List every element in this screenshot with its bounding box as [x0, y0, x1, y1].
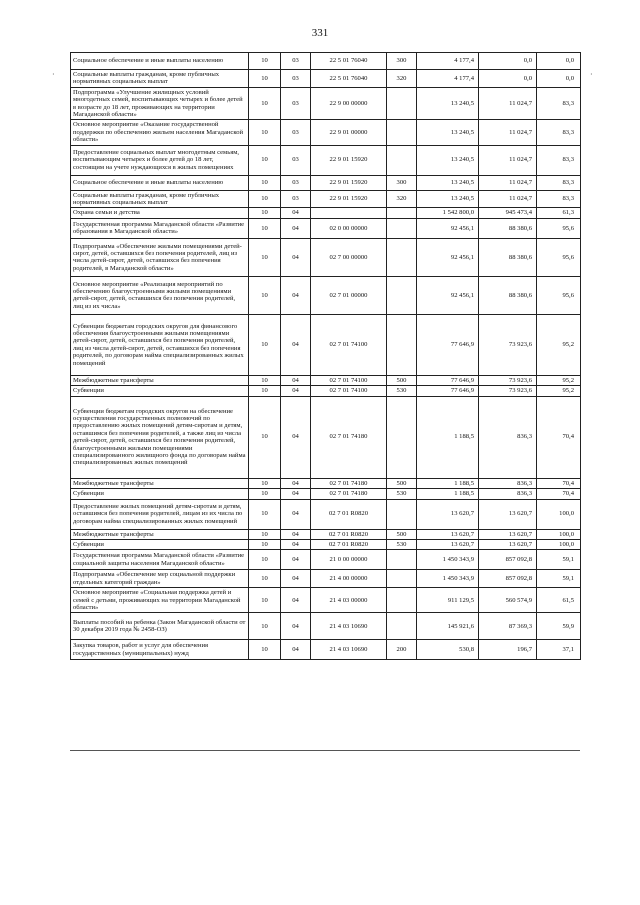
- row-description: Подпрограмма «Улучшение жилищных условий многодетных семей, воспитывающих четырех и более детей в возрасте до 18 лет, проживающих на территории Магаданской области»: [71, 87, 249, 120]
- row-target-article: 02 7 00 00000: [311, 238, 387, 276]
- row-target-article: 22 9 01 15920: [311, 145, 387, 175]
- row-description: Социальное обеспечение и иные выплаты населению: [71, 53, 249, 70]
- row-description: Социальное обеспечение и иные выплаты населению: [71, 175, 249, 190]
- row-planned-amount: 1 188,5: [417, 489, 479, 499]
- table-row: [71, 70, 581, 88]
- row-actual-amount: 88 380,6: [479, 238, 537, 276]
- row-percent: 95,6: [537, 238, 581, 276]
- row-actual-amount: 836,3: [479, 489, 537, 499]
- row-expense-type: 320: [387, 70, 417, 88]
- row-section-code: 10: [249, 87, 281, 120]
- table-row: [71, 478, 581, 488]
- row-actual-amount: 73 923,6: [479, 386, 537, 396]
- row-percent: 95,2: [537, 386, 581, 396]
- row-section-code: 10: [249, 613, 281, 640]
- row-planned-amount: 13 240,5: [417, 190, 479, 208]
- row-description: Выплаты пособий на ребенка (Закон Магаданской области от 30 декабря 2019 года № 2458-ОЗ): [71, 613, 249, 640]
- row-description: Охрана семьи и детства: [71, 208, 249, 218]
- row-actual-amount: 88 380,6: [479, 276, 537, 314]
- row-section-code: 10: [249, 145, 281, 175]
- table-body: [71, 53, 581, 660]
- row-section-code: 10: [249, 489, 281, 499]
- row-expense-type: 300: [387, 53, 417, 70]
- row-planned-amount: 1 450 343,9: [417, 570, 479, 588]
- row-subsection-code: 04: [281, 396, 311, 478]
- row-section-code: 10: [249, 499, 281, 529]
- scan-mark: ·: [52, 70, 55, 79]
- table-row: [71, 120, 581, 145]
- row-expense-type: 320: [387, 190, 417, 208]
- row-target-article: 02 7 01 74100: [311, 375, 387, 385]
- row-target-article: 02 7 01 00000: [311, 276, 387, 314]
- row-expense-type: [387, 120, 417, 145]
- row-description: Закупка товаров, работ и услуг для обеспечения государственных (муниципальных) нужд: [71, 640, 249, 660]
- row-actual-amount: 560 574,9: [479, 588, 537, 613]
- table-row: [71, 314, 581, 375]
- row-actual-amount: 836,3: [479, 396, 537, 478]
- row-subsection-code: 04: [281, 539, 311, 549]
- row-target-article: 22 9 01 15920: [311, 190, 387, 208]
- row-actual-amount: 11 024,7: [479, 190, 537, 208]
- row-percent: 95,2: [537, 314, 581, 375]
- row-target-article: 02 7 01 R0820: [311, 529, 387, 539]
- row-percent: 0,0: [537, 70, 581, 88]
- row-percent: 83,3: [537, 120, 581, 145]
- row-planned-amount: 13 240,5: [417, 175, 479, 190]
- row-subsection-code: 04: [281, 640, 311, 660]
- table-row: [71, 53, 581, 70]
- row-description: Межбюджетные трансферты: [71, 478, 249, 488]
- row-description: Субвенции бюджетам городских округов на обеспечение осуществления государственных полномочий по предоставлению жилых помещений детям-сиротам и детям, оставшимся без попечения родителей, а также лиц из числа детей-сирот, детей, оставшихся без попечения родителей, благоустроенными жилыми помещениями специализированного жилищного фонда по договорам найма специализированных жилых помещений: [71, 396, 249, 478]
- row-description: Предоставление социальных выплат многодетным семьям, воспитывающим четырех и более детей до 18 лет, состоящим на учете нуждающихся в жилых помещениях: [71, 145, 249, 175]
- table-row: [71, 613, 581, 640]
- row-target-article: 22 9 01 00000: [311, 120, 387, 145]
- row-expense-type: 530: [387, 386, 417, 396]
- row-section-code: 10: [249, 276, 281, 314]
- row-expense-type: [387, 314, 417, 375]
- row-description: Межбюджетные трансферты: [71, 529, 249, 539]
- row-planned-amount: 4 177,4: [417, 70, 479, 88]
- table-row: [71, 640, 581, 660]
- row-expense-type: [387, 208, 417, 218]
- row-percent: 70,4: [537, 489, 581, 499]
- row-subsection-code: 04: [281, 613, 311, 640]
- row-percent: 100,0: [537, 539, 581, 549]
- row-planned-amount: 77 646,9: [417, 375, 479, 385]
- row-expense-type: 300: [387, 175, 417, 190]
- row-planned-amount: 77 646,9: [417, 386, 479, 396]
- row-percent: 0,0: [537, 53, 581, 70]
- row-percent: 37,1: [537, 640, 581, 660]
- table-row: [71, 175, 581, 190]
- row-subsection-code: 03: [281, 190, 311, 208]
- row-expense-type: 530: [387, 489, 417, 499]
- row-expense-type: [387, 396, 417, 478]
- row-planned-amount: 4 177,4: [417, 53, 479, 70]
- row-section-code: 10: [249, 386, 281, 396]
- row-section-code: 10: [249, 570, 281, 588]
- row-percent: 59,1: [537, 550, 581, 570]
- table-row: [71, 145, 581, 175]
- row-subsection-code: 04: [281, 499, 311, 529]
- row-percent: 59,1: [537, 570, 581, 588]
- row-section-code: 10: [249, 375, 281, 385]
- row-percent: 70,4: [537, 396, 581, 478]
- row-percent: 100,0: [537, 529, 581, 539]
- row-subsection-code: 04: [281, 218, 311, 238]
- row-planned-amount: 911 129,5: [417, 588, 479, 613]
- row-planned-amount: 13 240,5: [417, 120, 479, 145]
- row-planned-amount: 145 921,6: [417, 613, 479, 640]
- row-planned-amount: 13 620,7: [417, 539, 479, 549]
- table-row: [71, 238, 581, 276]
- row-description: Предоставление жилых помещений детям-сиротам и детям, оставшимся без попечения родителей, лицам из их числа по договорам найма специализированных жилых помещений: [71, 499, 249, 529]
- row-subsection-code: 04: [281, 208, 311, 218]
- row-subsection-code: 04: [281, 238, 311, 276]
- table-row: [71, 539, 581, 549]
- row-actual-amount: 196,7: [479, 640, 537, 660]
- row-expense-type: [387, 238, 417, 276]
- row-actual-amount: 11 024,7: [479, 145, 537, 175]
- row-planned-amount: 13 240,5: [417, 87, 479, 120]
- row-section-code: 10: [249, 529, 281, 539]
- row-percent: 95,2: [537, 375, 581, 385]
- row-expense-type: 530: [387, 539, 417, 549]
- row-actual-amount: 857 092,8: [479, 550, 537, 570]
- row-section-code: 10: [249, 478, 281, 488]
- row-actual-amount: 857 092,8: [479, 570, 537, 588]
- row-description: Субвенции: [71, 386, 249, 396]
- row-actual-amount: 11 024,7: [479, 87, 537, 120]
- table-row: [71, 396, 581, 478]
- row-subsection-code: 04: [281, 588, 311, 613]
- row-percent: 95,6: [537, 276, 581, 314]
- row-subsection-code: 03: [281, 70, 311, 88]
- row-section-code: 10: [249, 70, 281, 88]
- row-percent: 83,3: [537, 145, 581, 175]
- row-section-code: 10: [249, 218, 281, 238]
- row-actual-amount: 13 620,7: [479, 539, 537, 549]
- row-description: Социальные выплаты гражданам, кроме публичных нормативных социальных выплат: [71, 70, 249, 88]
- row-actual-amount: 13 620,7: [479, 529, 537, 539]
- row-expense-type: [387, 588, 417, 613]
- row-subsection-code: 03: [281, 145, 311, 175]
- table-row: [71, 375, 581, 385]
- row-target-article: 22 5 01 76040: [311, 53, 387, 70]
- row-planned-amount: 13 620,7: [417, 529, 479, 539]
- row-subsection-code: 04: [281, 550, 311, 570]
- table-row: [71, 386, 581, 396]
- table-row: [71, 529, 581, 539]
- row-section-code: 10: [249, 175, 281, 190]
- row-planned-amount: 1 450 343,9: [417, 550, 479, 570]
- row-target-article: 02 7 01 74180: [311, 489, 387, 499]
- row-expense-type: 500: [387, 478, 417, 488]
- row-planned-amount: 1 542 800,0: [417, 208, 479, 218]
- row-section-code: 10: [249, 120, 281, 145]
- row-percent: 61,5: [537, 588, 581, 613]
- row-section-code: 10: [249, 53, 281, 70]
- table-row: [71, 588, 581, 613]
- row-description: Социальные выплаты гражданам, кроме публичных нормативных социальных выплат: [71, 190, 249, 208]
- table-row: [71, 570, 581, 588]
- row-subsection-code: 03: [281, 120, 311, 145]
- row-subsection-code: 04: [281, 375, 311, 385]
- row-subsection-code: 04: [281, 314, 311, 375]
- row-description: Основное мероприятие «Реализация мероприятий по обеспечению благоустроенными жилыми помещениями детей-сирот, детей, оставшихся без попечения родителей, лиц из их числа»: [71, 276, 249, 314]
- row-subsection-code: 04: [281, 489, 311, 499]
- row-subsection-code: 03: [281, 87, 311, 120]
- row-target-article: 02 7 01 R0820: [311, 499, 387, 529]
- row-target-article: 21 4 03 00000: [311, 588, 387, 613]
- row-expense-type: 500: [387, 375, 417, 385]
- row-planned-amount: 1 188,5: [417, 478, 479, 488]
- row-percent: 83,3: [537, 87, 581, 120]
- row-actual-amount: 836,3: [479, 478, 537, 488]
- row-section-code: 10: [249, 588, 281, 613]
- page-number: 331: [311, 27, 329, 39]
- row-actual-amount: 73 923,6: [479, 375, 537, 385]
- row-target-article: 02 7 01 74100: [311, 386, 387, 396]
- row-planned-amount: 77 646,9: [417, 314, 479, 375]
- row-target-article: 21 4 03 10690: [311, 640, 387, 660]
- row-planned-amount: 530,8: [417, 640, 479, 660]
- row-percent: 61,3: [537, 208, 581, 218]
- row-expense-type: [387, 218, 417, 238]
- row-expense-type: [387, 145, 417, 175]
- row-expense-type: [387, 276, 417, 314]
- row-target-article: 02 7 01 74180: [311, 396, 387, 478]
- row-subsection-code: 03: [281, 175, 311, 190]
- scan-mark: ·: [590, 70, 593, 79]
- row-percent: 59,9: [537, 613, 581, 640]
- row-planned-amount: 13 620,7: [417, 499, 479, 529]
- row-section-code: 10: [249, 539, 281, 549]
- row-section-code: 10: [249, 640, 281, 660]
- row-actual-amount: 0,0: [479, 53, 537, 70]
- row-actual-amount: 73 923,6: [479, 314, 537, 375]
- row-subsection-code: 03: [281, 53, 311, 70]
- table-row: [71, 208, 581, 218]
- row-percent: 83,3: [537, 190, 581, 208]
- row-target-article: 21 4 03 10690: [311, 613, 387, 640]
- row-description: Подпрограмма «Обеспечение жилыми помещениями детей-сирот, детей, оставшихся без попечения родителей, лиц из числа детей-сирот, детей, оставшихся без попечения родителей, в Магаданской области»: [71, 238, 249, 276]
- row-actual-amount: 0,0: [479, 70, 537, 88]
- row-section-code: 10: [249, 396, 281, 478]
- row-target-article: 21 0 00 00000: [311, 550, 387, 570]
- row-target-article: 02 7 01 74100: [311, 314, 387, 375]
- row-section-code: 10: [249, 550, 281, 570]
- row-percent: 100,0: [537, 499, 581, 529]
- table-row: [71, 190, 581, 208]
- table-row: [71, 218, 581, 238]
- row-subsection-code: 04: [281, 529, 311, 539]
- row-actual-amount: 11 024,7: [479, 175, 537, 190]
- row-actual-amount: 11 024,7: [479, 120, 537, 145]
- row-section-code: 10: [249, 190, 281, 208]
- row-description: Основное мероприятие «Социальная поддержка детей и семей с детьми, проживающих на территории Магаданской области»: [71, 588, 249, 613]
- row-subsection-code: 04: [281, 386, 311, 396]
- row-planned-amount: 1 188,5: [417, 396, 479, 478]
- budget-table: [70, 52, 581, 660]
- row-expense-type: [387, 613, 417, 640]
- row-description: Субвенции: [71, 539, 249, 549]
- row-section-code: 10: [249, 238, 281, 276]
- table-row: [71, 550, 581, 570]
- row-description: Межбюджетные трансферты: [71, 375, 249, 385]
- row-target-article: 21 4 00 00000: [311, 570, 387, 588]
- row-planned-amount: 13 240,5: [417, 145, 479, 175]
- row-percent: 70,4: [537, 478, 581, 488]
- row-description: Подпрограмма «Обеспечение мер социальной поддержки отдельных категорий граждан»: [71, 570, 249, 588]
- row-description: Субвенции бюджетам городских округов для финансового обеспечения благоустроенными жилыми помещениями детей-сирот, детей, оставшихся без попечения родителей, лиц из числа детей-сирот, детей, оставшихся без попечения родителей, по договорам найма специализированных жилых помещений: [71, 314, 249, 375]
- row-actual-amount: 88 380,6: [479, 218, 537, 238]
- row-percent: 95,6: [537, 218, 581, 238]
- row-expense-type: 500: [387, 529, 417, 539]
- row-expense-type: [387, 87, 417, 120]
- table-row: [71, 87, 581, 120]
- row-expense-type: [387, 570, 417, 588]
- row-actual-amount: 945 473,4: [479, 208, 537, 218]
- row-subsection-code: 04: [281, 276, 311, 314]
- row-planned-amount: 92 456,1: [417, 218, 479, 238]
- table-row: [71, 499, 581, 529]
- row-section-code: 10: [249, 314, 281, 375]
- row-description: Государственная программа Магаданской области «Развитие образования в Магаданской области»: [71, 218, 249, 238]
- table-row: [71, 489, 581, 499]
- row-expense-type: [387, 499, 417, 529]
- row-description: Основное мероприятие «Оказание государственной поддержки по обеспечению жильем населения Магаданской области»: [71, 120, 249, 145]
- row-actual-amount: 87 369,3: [479, 613, 537, 640]
- row-expense-type: 200: [387, 640, 417, 660]
- row-target-article: 22 9 00 00000: [311, 87, 387, 120]
- row-percent: 83,3: [537, 175, 581, 190]
- row-actual-amount: 13 620,7: [479, 499, 537, 529]
- row-planned-amount: 92 456,1: [417, 238, 479, 276]
- row-planned-amount: 92 456,1: [417, 276, 479, 314]
- row-expense-type: [387, 550, 417, 570]
- row-description: Государственная программа Магаданской области «Развитие социальной защиты населения Магаданской области»: [71, 550, 249, 570]
- table-row: [71, 276, 581, 314]
- row-target-article: 02 0 00 00000: [311, 218, 387, 238]
- row-target-article: 02 7 01 R0820: [311, 539, 387, 549]
- row-section-code: 10: [249, 208, 281, 218]
- row-target-article: 22 9 01 15920: [311, 175, 387, 190]
- row-subsection-code: 04: [281, 570, 311, 588]
- bottom-rule: [70, 750, 580, 751]
- row-target-article: 22 5 01 76040: [311, 70, 387, 88]
- row-description: Субвенции: [71, 489, 249, 499]
- row-subsection-code: 04: [281, 478, 311, 488]
- row-target-article: 02 7 01 74180: [311, 478, 387, 488]
- row-target-article: [311, 208, 387, 218]
